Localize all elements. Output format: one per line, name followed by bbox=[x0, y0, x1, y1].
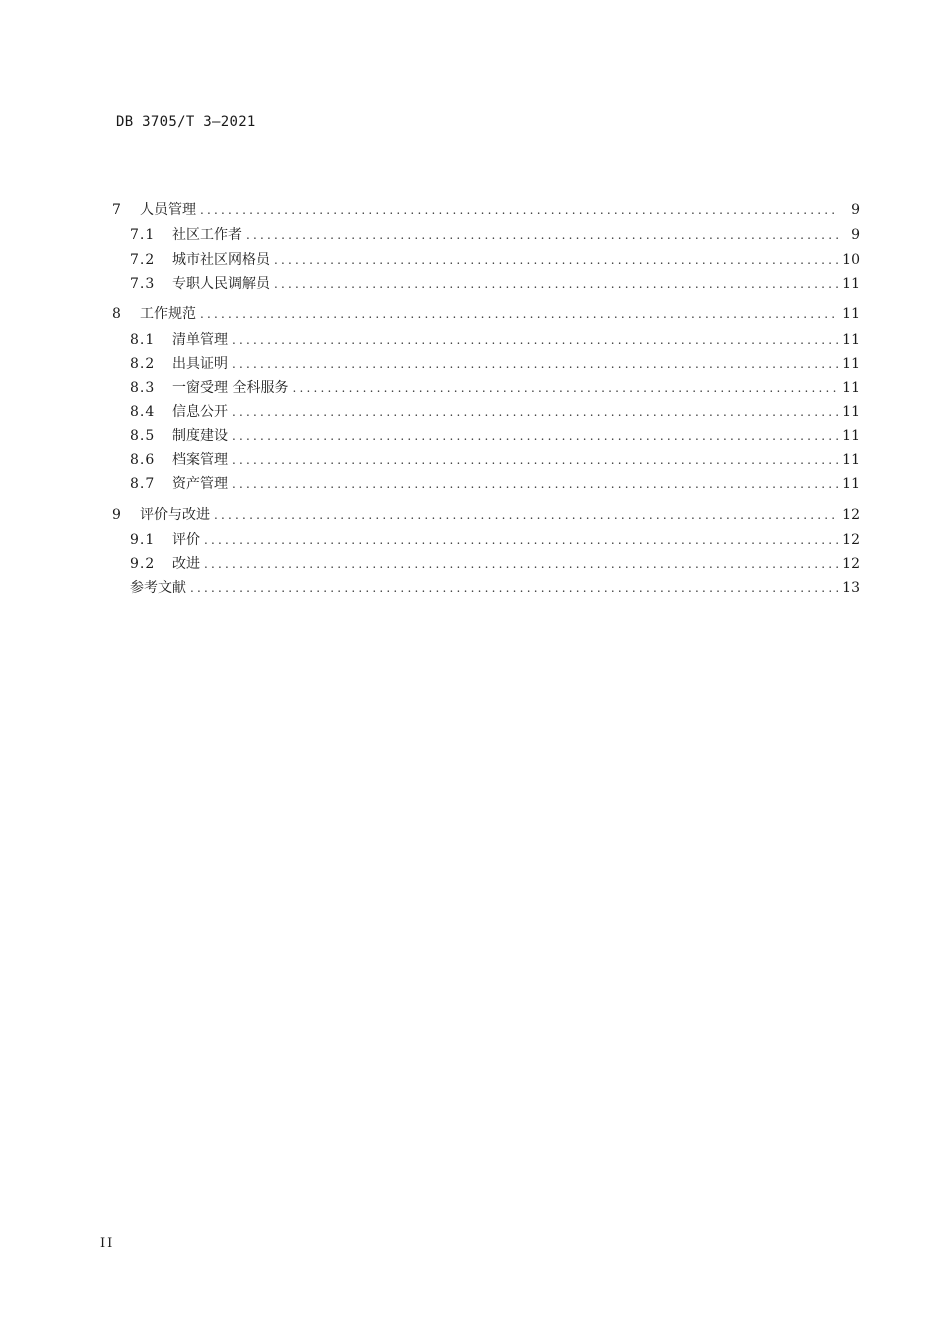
toc-entry[interactable] bbox=[130, 249, 860, 271]
toc-dot-leader bbox=[274, 273, 838, 295]
toc-entry[interactable] bbox=[130, 224, 860, 246]
toc-dot-leader bbox=[232, 473, 838, 495]
toc-entry-number: 8.2 bbox=[130, 356, 156, 372]
toc-entry[interactable] bbox=[112, 199, 860, 221]
toc-entry-number: 7.2 bbox=[130, 252, 156, 268]
toc-entry-number: 9 bbox=[112, 507, 121, 523]
toc-entry-title: 工作规范 bbox=[140, 306, 196, 322]
toc-entry-title: 档案管理 bbox=[172, 452, 228, 468]
toc-entry-page: 11 bbox=[842, 380, 860, 396]
toc-entry-number: 8.4 bbox=[130, 404, 156, 420]
toc-entry-page: 11 bbox=[842, 452, 860, 468]
toc-entry[interactable] bbox=[130, 273, 860, 295]
toc-entry-title: 清单管理 bbox=[172, 332, 228, 348]
toc-dot-leader bbox=[200, 199, 838, 221]
toc-entry-page: 9 bbox=[851, 227, 860, 243]
toc-entry[interactable] bbox=[130, 529, 860, 551]
toc-entry[interactable] bbox=[130, 553, 860, 575]
toc-entry-title: 人员管理 bbox=[140, 202, 196, 218]
toc-dot-leader bbox=[200, 303, 838, 325]
document-code: DB 3705/T 3—2021 bbox=[116, 114, 256, 130]
toc-entry[interactable] bbox=[112, 303, 860, 325]
toc-entry[interactable] bbox=[130, 329, 860, 351]
toc-entry[interactable] bbox=[130, 425, 860, 447]
toc-dot-leader bbox=[246, 224, 838, 246]
toc-entry-title: 社区工作者 bbox=[172, 227, 242, 243]
toc-entry-title: 城市社区网格员 bbox=[172, 252, 270, 268]
toc-entry-page: 11 bbox=[842, 306, 860, 322]
toc-entry-number: 8.6 bbox=[130, 452, 156, 468]
toc-entry-title: 出具证明 bbox=[172, 356, 228, 372]
toc-dot-leader bbox=[214, 504, 838, 526]
toc-dot-leader bbox=[232, 401, 838, 423]
toc-entry-page: 11 bbox=[842, 428, 860, 444]
toc-entry-page: 12 bbox=[842, 507, 860, 523]
toc-entry-page: 11 bbox=[842, 476, 860, 492]
toc-entry-number: 8.3 bbox=[130, 380, 156, 396]
toc-entry-title: 评价与改进 bbox=[140, 507, 210, 523]
toc-entry-title: 专职人民调解员 bbox=[172, 276, 270, 292]
toc-entry-page: 12 bbox=[842, 532, 860, 548]
toc-entry-page: 12 bbox=[842, 556, 860, 572]
toc-entry[interactable] bbox=[130, 449, 860, 471]
toc-entry-title: 一窗受理 全科服务 bbox=[172, 380, 289, 396]
toc-dot-leader bbox=[232, 425, 838, 447]
toc-entry[interactable] bbox=[130, 377, 860, 399]
toc-entry-number: 8.5 bbox=[130, 428, 156, 444]
toc-entry-number: 8.1 bbox=[130, 332, 156, 348]
toc-entry-title: 制度建设 bbox=[172, 428, 228, 444]
toc-entry-number: 7.1 bbox=[130, 227, 156, 243]
toc-entry-number: 8.7 bbox=[130, 476, 156, 492]
toc-entry[interactable] bbox=[130, 473, 860, 495]
toc-entry-page: 9 bbox=[851, 202, 860, 218]
toc-entry-number: 7.3 bbox=[130, 276, 156, 292]
toc-entry-title: 参考文献 bbox=[130, 580, 186, 596]
toc-entry-page: 10 bbox=[842, 252, 860, 268]
toc-entry[interactable] bbox=[130, 401, 860, 423]
toc-entry-page: 11 bbox=[842, 356, 860, 372]
toc-entry-title: 信息公开 bbox=[172, 404, 228, 420]
toc-dot-leader bbox=[204, 529, 838, 551]
toc-entry-title: 资产管理 bbox=[172, 476, 228, 492]
toc-entry-page: 11 bbox=[842, 276, 860, 292]
toc-dot-leader bbox=[232, 353, 838, 375]
toc-entry-page: 11 bbox=[842, 404, 860, 420]
toc-dot-leader bbox=[232, 329, 838, 351]
toc-dot-leader bbox=[274, 249, 838, 271]
toc-entry-page: 13 bbox=[842, 580, 860, 596]
toc-dot-leader bbox=[204, 553, 838, 575]
toc-entry[interactable] bbox=[130, 353, 860, 375]
toc-entry-page: 11 bbox=[842, 332, 860, 348]
toc-dot-leader bbox=[232, 449, 838, 471]
toc-entry-number: 9.1 bbox=[130, 532, 156, 548]
toc-entry[interactable] bbox=[130, 577, 860, 599]
toc-entry-number: 8 bbox=[112, 306, 121, 322]
toc-entry-number: 9.2 bbox=[130, 556, 156, 572]
page-number: II bbox=[100, 1236, 115, 1251]
toc-entry-title: 评价 bbox=[172, 532, 200, 548]
toc-entry[interactable] bbox=[112, 504, 860, 526]
toc-dot-leader bbox=[292, 377, 838, 399]
toc-entry-number: 7 bbox=[112, 202, 121, 218]
toc-dot-leader bbox=[190, 577, 838, 599]
toc-entry-title: 改进 bbox=[172, 556, 200, 572]
